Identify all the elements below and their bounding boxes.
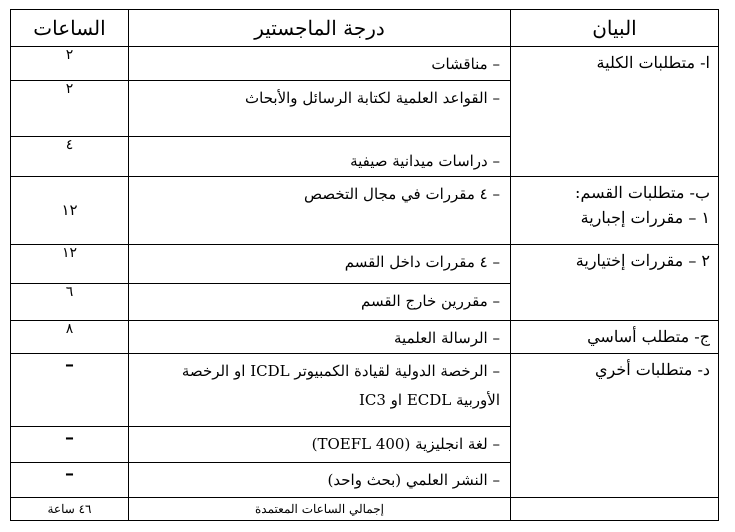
section-a-label: ا- متطلبات الكلية — [511, 46, 719, 176]
section-b-elective: ٢ – مقررات إختيارية — [511, 245, 719, 321]
hours-english: – — [11, 426, 129, 462]
total-label: إجمالي الساعات المعتمدة — [129, 498, 511, 521]
section-c-label: ج- متطلب أساسي — [511, 320, 719, 354]
item-specialization: – ٤ مقررات في مجال التخصص — [129, 176, 511, 244]
item-inside-dept: – ٤ مقررات داخل القسم — [129, 245, 511, 284]
item-outside-dept: – مقررين خارج القسم — [129, 283, 511, 320]
section-d-label: د- متطلبات أخري — [511, 354, 719, 498]
item-field-study: – دراسات ميدانية صيفية — [129, 136, 511, 176]
item-publishing: – النشر العلمي (بحث واحد) — [129, 462, 511, 498]
item-icdl-line1: – الرخصة الدولية لقيادة الكمبيوتر ICDL او الرخصة — [181, 362, 500, 381]
section-b-mandatory: ١ – مقررات إجبارية — [580, 207, 710, 227]
hours-publishing: – — [11, 462, 129, 498]
total-hours: ٤٦ ساعة — [11, 498, 129, 521]
item-scientific-rules: – القواعد العلمية لكتابة الرسائل والأبحاث — [129, 80, 511, 136]
item-english: – لغة انجليزية (TOEFL 400) — [129, 426, 511, 462]
table-row — [11, 46, 719, 80]
item-icdl-line2: الأوربية ECDL او IC3 — [358, 390, 500, 409]
hours-inside-dept: ١٢ — [11, 245, 129, 284]
header-statement: البيان — [511, 10, 719, 47]
header-hours: الساعات — [11, 10, 129, 47]
hours-specialization: ١٢ — [11, 176, 129, 244]
hours-field-study: ٤ — [11, 136, 129, 176]
item-discussions: – مناقشات — [129, 46, 511, 80]
section-b-label: ب- متطلبات القسم: — [575, 182, 710, 202]
item-thesis: – الرسالة العلمية — [129, 320, 511, 354]
requirements-table — [10, 9, 719, 521]
hours-scientific-rules: ٢ — [11, 80, 129, 136]
total-empty-cell — [511, 498, 719, 521]
hours-outside-dept: ٦ — [11, 283, 129, 320]
item-icdl — [129, 354, 511, 427]
header-row — [11, 10, 719, 47]
hours-discussions: ٢ — [11, 46, 129, 80]
table-row — [11, 320, 719, 354]
table-row — [11, 245, 719, 284]
section-b-cell — [511, 176, 719, 244]
hours-thesis: ٨ — [11, 320, 129, 354]
table-row — [11, 176, 719, 244]
hours-icdl: – — [11, 354, 129, 427]
table-row — [11, 354, 719, 427]
header-degree: درجة الماجستير — [129, 10, 511, 47]
total-row — [11, 498, 719, 521]
